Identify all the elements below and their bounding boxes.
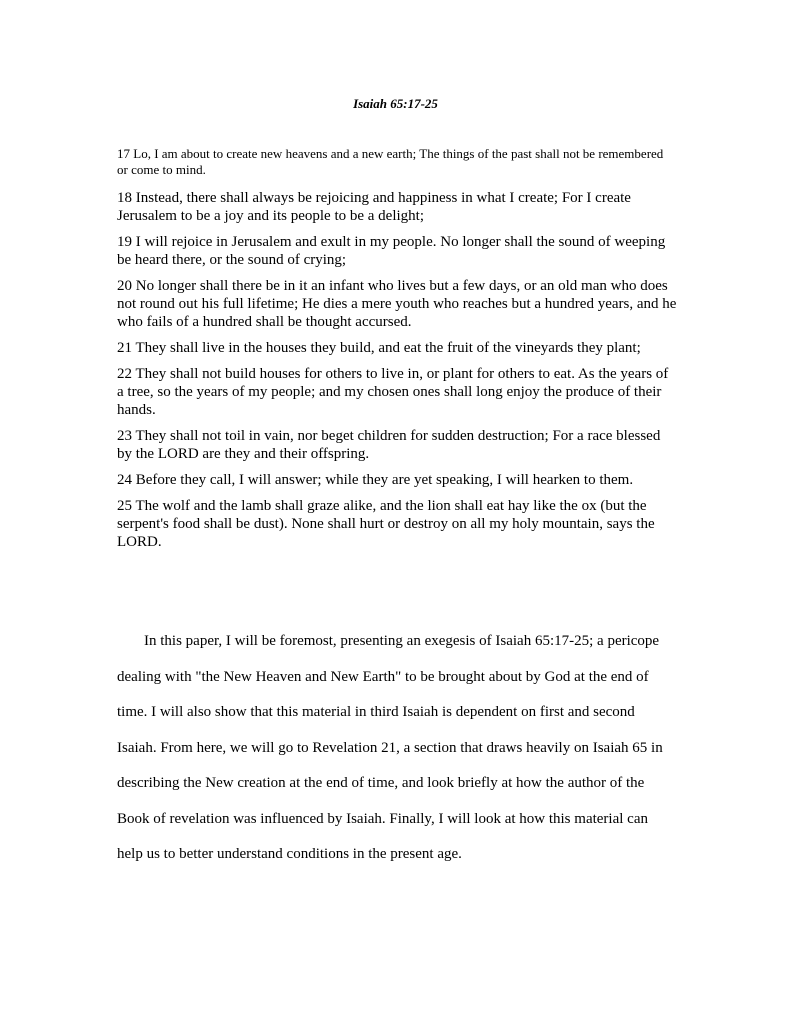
- document-title: Isaiah 65:17-25: [353, 96, 438, 111]
- verse-18: 18 Instead, there shall always be rejoicing and happiness in what I create; For I create Jerusalem to be a joy and its people to be a delight;: [117, 190, 631, 224]
- verse-20: 20 No longer shall there be in it an infant who lives but a few days, or an old man who does not round out his full lifetime; He dies a mere youth who reaches but a hundred years, and he who fails of a hundred shall be thought accursed.: [117, 278, 677, 330]
- verse-22: 22 They shall not build houses for others to live in, or plant for others to eat. As the years of a tree, so the years of my people; and my chosen ones shall long enjoy the produce of their hands.: [117, 366, 669, 418]
- scripture-passage: [117, 146, 677, 559]
- verse-21: 21 They shall live in the houses they build, and eat the fruit of the vineyards they plant;: [117, 340, 641, 356]
- verse-25: 25 The wolf and the lamb shall graze alike, and the lion shall eat hay like the ox (but the serpent's food shall be dust). None shall hurt or destroy on all my holy mountain, says the LORD.: [117, 498, 655, 550]
- verse-23: 23 They shall not toil in vain, nor beget children for sudden destruction; For a race blessed by the LORD are they and their offspring.: [117, 428, 661, 462]
- verse-24: 24 Before they call, I will answer; while they are yet speaking, I will hearken to them.: [117, 472, 634, 488]
- verse-19: 19 I will rejoice in Jerusalem and exult in my people. No longer shall the sound of weeping be heard there, or the sound of crying;: [117, 234, 666, 268]
- essay-paragraph: In this paper, I will be foremost, presenting an exegesis of Isaiah 65:17-25; a pericope dealing with "the New Heaven and New Earth" to be brought about by God at the end of time. I will also show that this material in third Isaiah is dependent on first and second Isaiah. From here, we will go to Revelation 21, a section that draws heavily on Isaiah 65 in describing the New creation at the end of time, and look briefly at how the author of the Book of revelation was influenced by Isaiah. Finally, I will look at how this material can help us to better understand conditions in the present age.: [117, 633, 663, 862]
- verse-17: 17 Lo, I am about to create new heavens and a new earth; The things of the past shall not be remembered or come to mind.: [117, 146, 664, 177]
